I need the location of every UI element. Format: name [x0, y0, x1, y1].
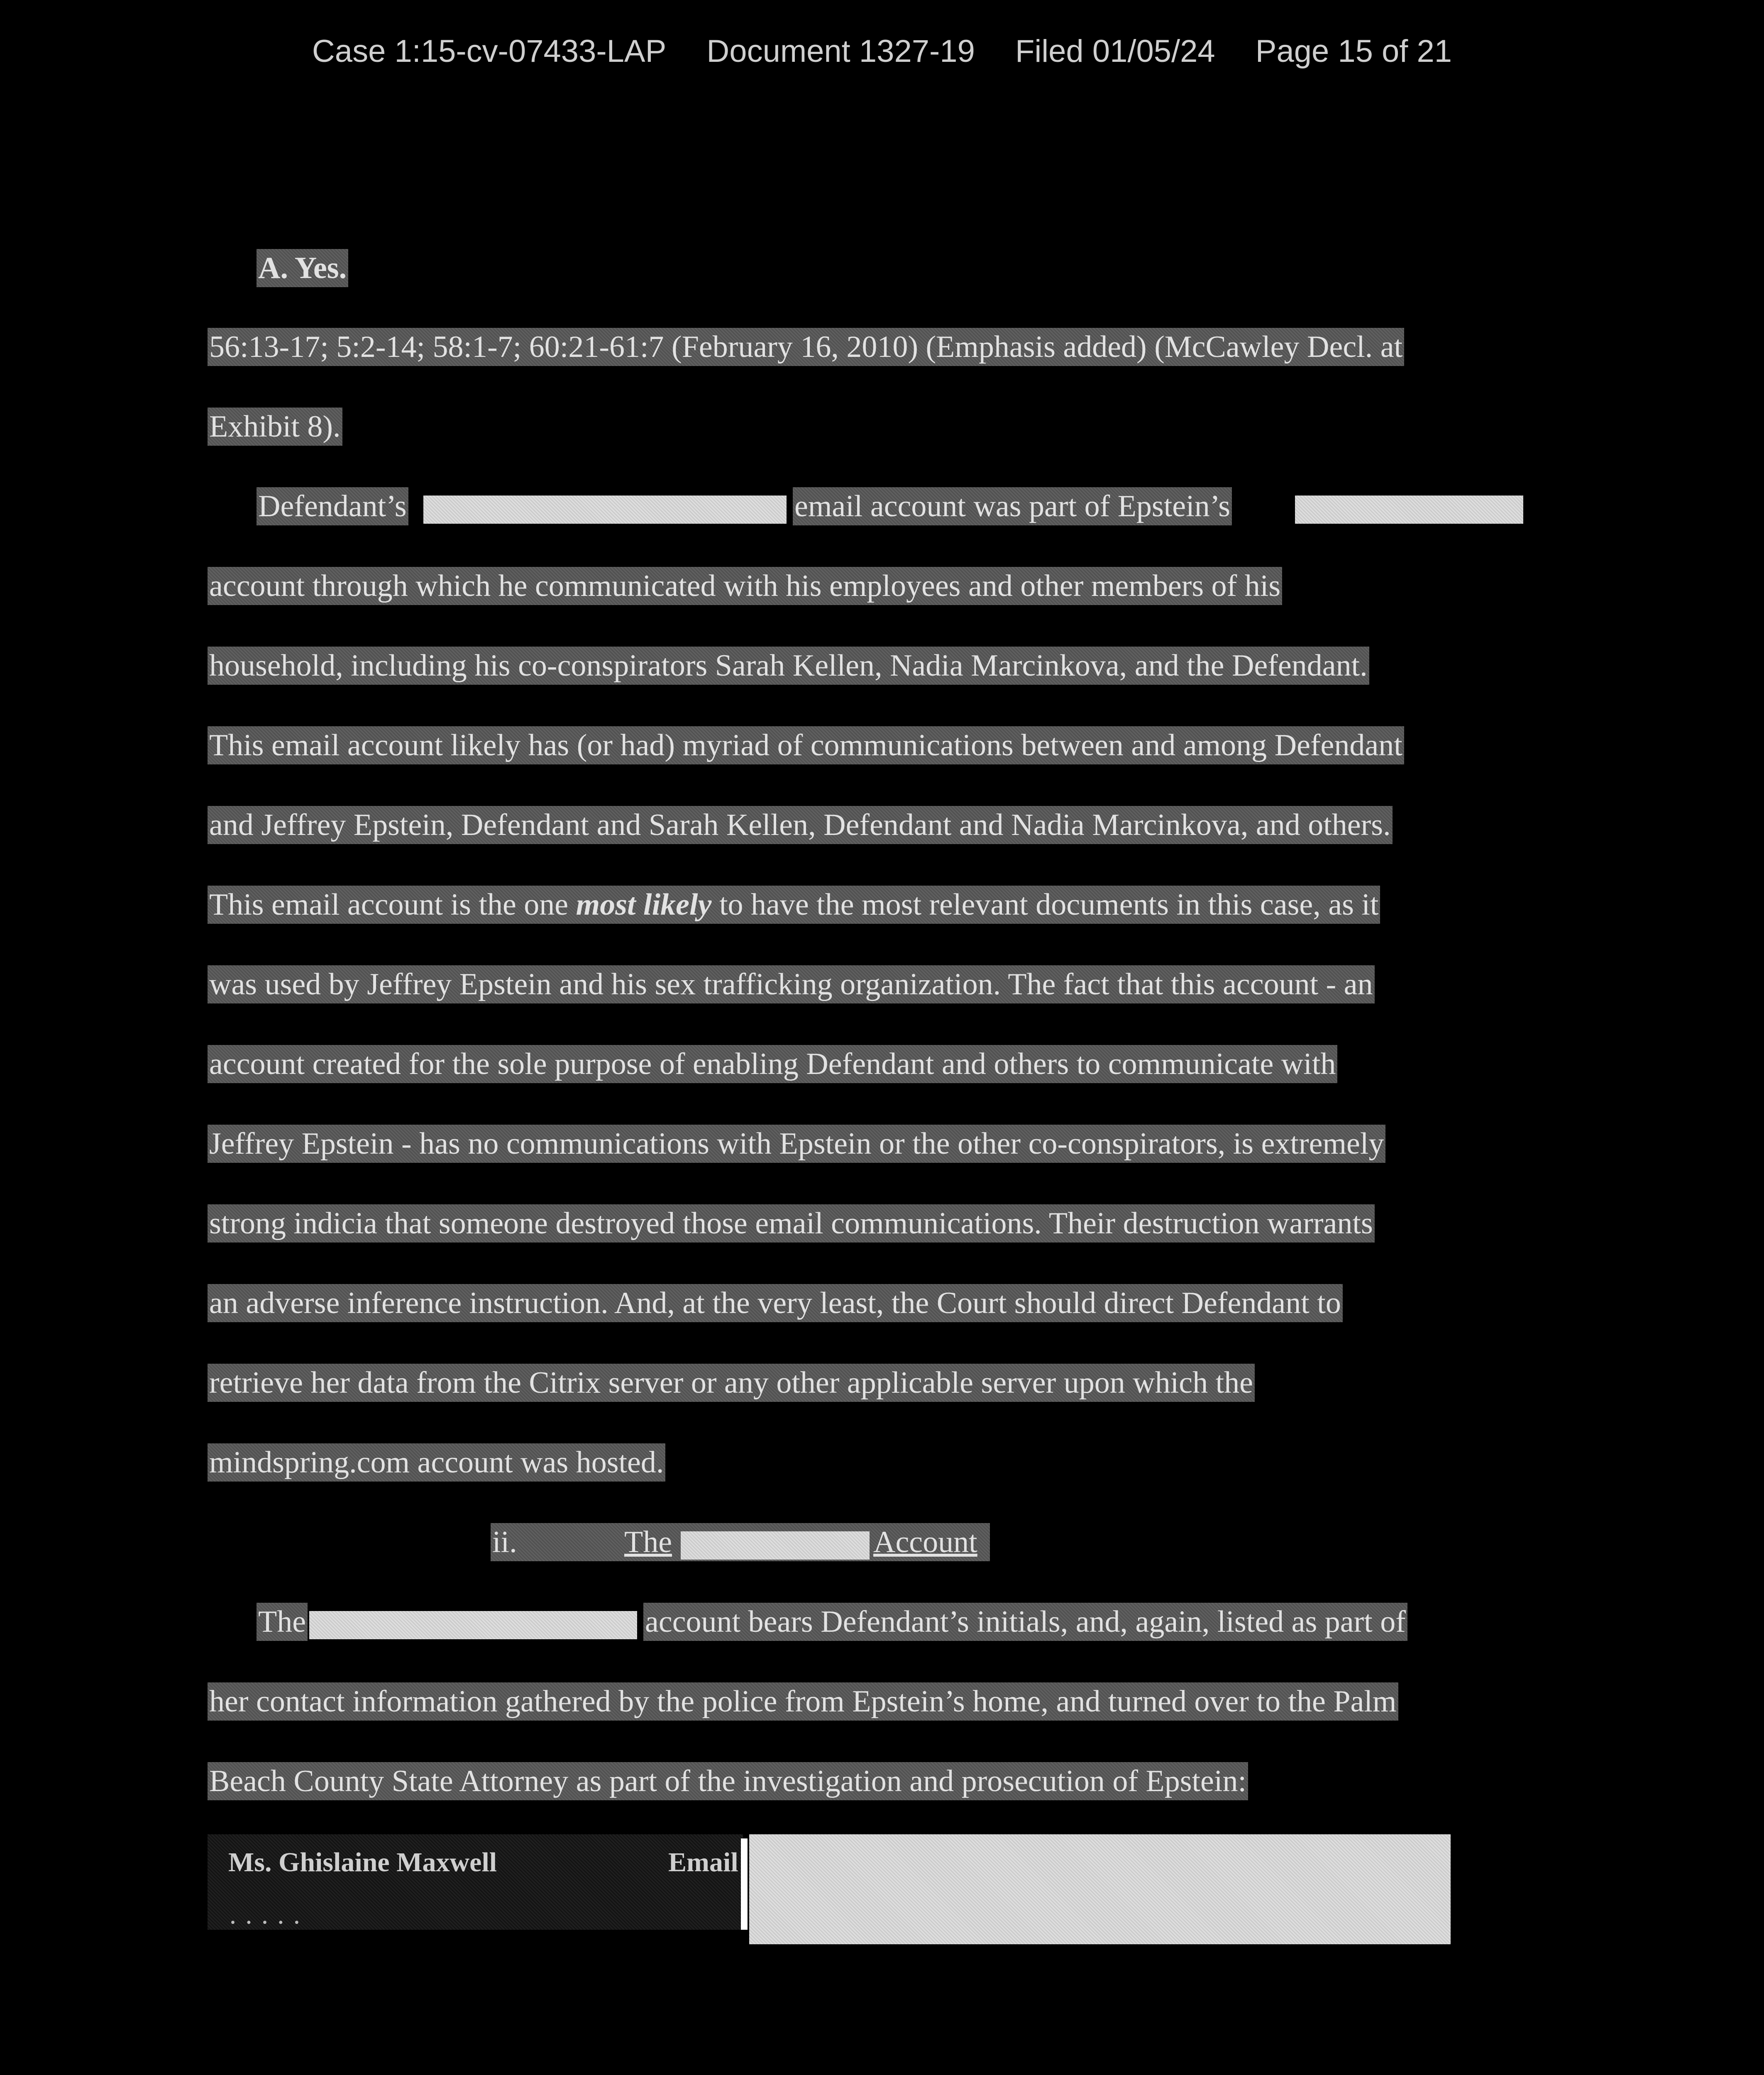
document-number: Document 1327-19: [706, 34, 975, 69]
paragraph-2-line-1b: account bears Defendant’s initials, and, again, listed as part of: [643, 1603, 1407, 1641]
redaction-account-name: [1295, 496, 1523, 524]
paragraph-1-line-10: strong indicia that someone destroyed those email communications. Their destruction warrants: [208, 1204, 1375, 1243]
paragraph-1-line-9: Jeffrey Epstein - has no communications with Epstein or the other co-conspirators, is extremely: [208, 1125, 1385, 1163]
answer-line: A. Yes.: [257, 249, 348, 287]
redaction-second-account: [309, 1611, 637, 1639]
heading-the: The: [624, 1525, 672, 1559]
case-header: [0, 33, 1764, 69]
contact-divider: [741, 1838, 748, 1930]
redaction-heading-account: [681, 1531, 870, 1560]
paragraph-1-line-2: account through which he communicated with his employees and other members of his: [208, 567, 1282, 605]
paragraph-1-line-8: account created for the sole purpose of enabling Defendant and others to communicate with: [208, 1045, 1337, 1083]
citation-line-2: Exhibit 8).: [208, 408, 342, 446]
heading-account: Account: [873, 1525, 977, 1559]
paragraph-1-line-1b: email account was part of Epstein’s: [793, 487, 1232, 525]
paragraph-1-line-4: This email account likely has (or had) myriad of communications between and among Defendant: [208, 726, 1404, 764]
line-6-end: to have the most relevant documents in this case, as it: [719, 888, 1379, 922]
heading-number: ii.: [492, 1525, 517, 1559]
paragraph-1-line-5: and Jeffrey Epstein, Defendant and Sarah Kellen, Defendant and Nadia Marcinkova, and others.: [208, 806, 1393, 844]
paragraph-1-line-6: [208, 886, 1380, 924]
redaction-contact-email: [749, 1834, 1451, 1944]
filed-date: Filed 01/05/24: [1015, 34, 1215, 69]
contact-record-excerpt: [208, 1834, 743, 1930]
contact-name: Ms. Ghislaine Maxwell: [228, 1847, 497, 1877]
paragraph-1-line-12: retrieve her data from the Citrix server or any other applicable server upon which the: [208, 1364, 1255, 1402]
contact-cut-off-text: · · · · ·: [228, 1907, 301, 1930]
case-number: Case 1:15-cv-07433-LAP: [312, 34, 667, 69]
paragraph-2-line-1a: The: [257, 1603, 308, 1641]
contact-email-label: Email: [668, 1847, 738, 1877]
paragraph-1-line-13: mindspring.com account was hosted.: [208, 1443, 665, 1482]
paragraph-1-line-1a: Defendant’s: [257, 487, 408, 525]
paragraph-2-line-2: her contact information gathered by the police from Epstein’s home, and turned over to the Palm: [208, 1682, 1398, 1721]
line-6-start: This email account is the one: [209, 888, 569, 922]
paragraph-2-line-3: Beach County State Attorney as part of the investigation and prosecution of Epstein:: [208, 1762, 1248, 1800]
page-indicator: Page 15 of 21: [1255, 34, 1452, 69]
citation-line-1: 56:13-17; 5:2-14; 58:1-7; 60:21-61:7 (February 16, 2010) (Emphasis added) (McCawley Decl. at: [208, 328, 1404, 366]
paragraph-1-line-7: was used by Jeffrey Epstein and his sex trafficking organization. The fact that this account - an: [208, 965, 1375, 1003]
paragraph-1-line-11: an adverse inference instruction. And, at the very least, the Court should direct Defendant to: [208, 1284, 1343, 1322]
emphasis-most-likely: most likely: [576, 888, 712, 922]
redaction-email-address: [423, 496, 787, 524]
paragraph-1-line-3: household, including his co-conspirators Sarah Kellen, Nadia Marcinkova, and the Defendant.: [208, 647, 1369, 685]
